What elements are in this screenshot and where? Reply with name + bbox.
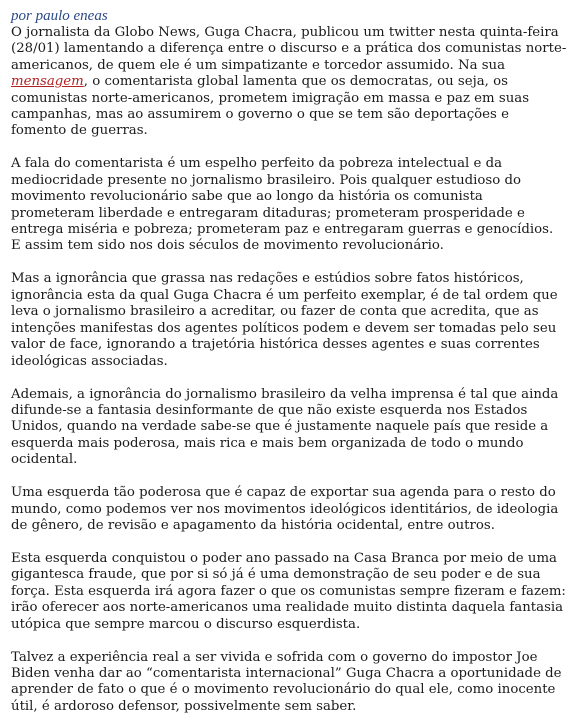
article-body (11, 7, 567, 715)
paragraph-1-text-after: , o comentarista global lamenta que os democratas, ou seja, os comunistas norte-americanos, prometem imigração em massa e paz em suas campanhas, mas ao assumirem o governo o que se tem são deportações e fomento de guerras. (11, 74, 530, 139)
paragraph-2: A fala do comentarista é um espelho perfeito da pobreza intelectual e da mediocridade presente no jornalismo brasileiro. Pois qualquer estudioso do movimento revolucionário sabe que ao longo da história os comunista prometeram liberdade e entregaram ditaduras; prometeram prosperidade e entrega miséria e pobreza; prometeram paz e entregaram guerras e genocídios. E assim tem sido nos dois séculos de movimento revolucionário. (11, 156, 554, 254)
paragraph-6: Esta esquerda conquistou o poder ano passado na Casa Branca por meio de uma gigantesca fraude, que por si só já é uma demonstração de seu poder e de sua força. Esta esquerda irá agora fazer o que os comunistas sempre fizeram e fazem: irão oferecer aos norte-americanos uma realidade muito distinta daquela fantasia utópica que sempre marcou o discurso esquerdista. (11, 550, 566, 632)
paragraph-5: Uma esquerda tão poderosa que é capaz de exportar sua agenda para o resto do mundo, como podemos ver nos movimentos ideológicos identitários, de ideologia de gênero, de revisão e apagamento da história ocidental, entre outros. (11, 485, 559, 533)
paragraph-1-text-before: O jornalista da Globo News, Guga Chacra, publicou um twitter nesta quinta-feira (28/01) lamentando a diferença entre o discurso e a prática dos comunistas norte-americanos, de quem ele é um simpatizante e torcedor assumido. Na sua (11, 25, 567, 73)
paragraph-1 (11, 25, 567, 140)
author-byline: por paulo eneas (11, 8, 108, 24)
paragraph-3: Mas a ignorância que grassa nas redações e estúdios sobre fatos históricos, ignorância esta da qual Guga Chacra é um perfeito exemplar, é de tal ordem que leva o jornalismo brasileiro a acreditar, ou fazer de conta que acredita, que as intenções manifestas dos agentes políticos podem e devem ser tomadas pelo seu valor de face, ignorando a trajetória histórica desses agentes e suas correntes ideológicas associadas. (11, 271, 558, 369)
mensagem-link[interactable]: mensagem (11, 74, 84, 90)
paragraph-7: Talvez a experiência real a ser vivida e sofrida com o governo do impostor Joe Biden venha dar ao “comentarista internacional” Guga Chacra a oportunidade de aprender de fato o que é o movimento revolucionário do qual ele, como inocente útil, é ardoroso defensor, possivelmente sem saber. (11, 649, 562, 714)
paragraph-4: Ademais, a ignorância do jornalismo brasileiro da velha imprensa é tal que ainda difunde-se a fantasia desinformante de que não existe esquerda nos Estados Unidos, quando na verdade sabe-se que é justamente naquele país que reside a esquerda mais poderosa, mais rica e mais bem organizada de todo o mundo ocidental. (11, 386, 559, 468)
